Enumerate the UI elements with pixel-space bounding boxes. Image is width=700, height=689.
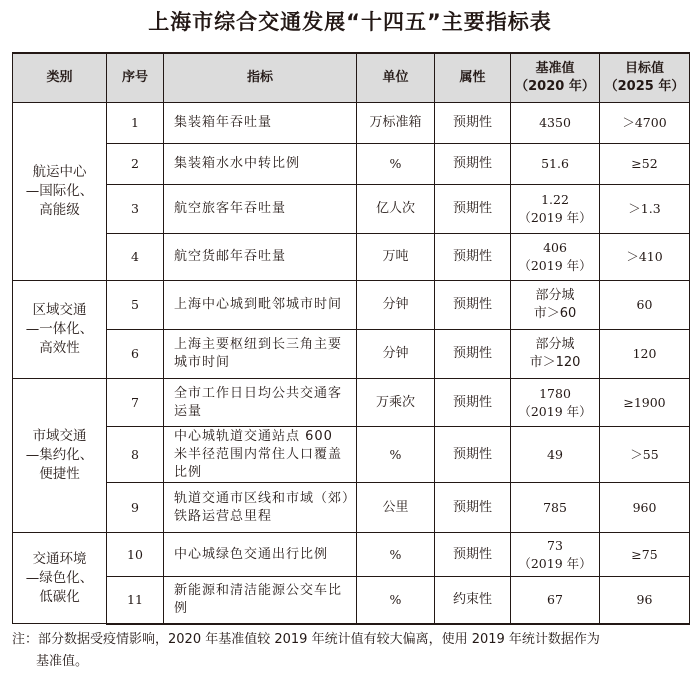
footnote-line1: 注：部分数据受疫情影响，2020 年基准值较 2019 年统计值有较大偏离，使用 2019 年统计数据作为 (12, 632, 600, 647)
header-attribute: 属性 (435, 53, 511, 103)
header-unit: 单位 (357, 53, 435, 103)
baseline-cell (511, 427, 600, 483)
header-baseline-line1: 基准值 (535, 61, 575, 76)
table-row (13, 533, 690, 577)
indicator-cell: 上海中心城到毗邻城市时间 (164, 281, 357, 330)
row-number: 1 (107, 103, 164, 144)
table-row (13, 379, 690, 427)
row-number: 2 (107, 144, 164, 185)
category-line: 低碳化 (39, 588, 80, 605)
baseline-cell (511, 577, 600, 624)
table-row (13, 185, 690, 234)
category-line: —一体化、 (25, 321, 94, 337)
attribute-cell: 预期性 (435, 533, 511, 577)
baseline-value: 1.22 (541, 192, 569, 207)
attribute-cell: 预期性 (435, 185, 511, 234)
footnote (12, 629, 692, 673)
target-cell: ＞410 (600, 234, 690, 281)
indicators-table (12, 52, 690, 625)
indicator-cell: 航空旅客年吞吐量 (164, 185, 357, 234)
table-row (13, 281, 690, 330)
row-number: 5 (107, 281, 164, 330)
category-line: 区域交通 (32, 302, 87, 318)
indicator-cell: 新能源和清洁能源公交车比例 (164, 577, 357, 624)
row-number: 4 (107, 234, 164, 281)
target-cell: 60 (600, 281, 690, 330)
target-cell: 96 (600, 577, 690, 624)
baseline-value: 51.6 (541, 156, 569, 171)
baseline-cell (511, 533, 600, 577)
baseline-value: 73 (547, 537, 563, 553)
category-cell (13, 379, 107, 533)
header-index: 序号 (107, 53, 164, 103)
category-line: 高效性 (39, 340, 80, 356)
table-row (13, 427, 690, 483)
attribute-cell: 约束性 (435, 577, 511, 624)
header-target-line2: （2025 年） (604, 79, 685, 94)
indicator-cell: 中心城绿色交通出行比例 (164, 533, 357, 577)
attribute-cell: 预期性 (435, 379, 511, 427)
baseline-cell (511, 234, 600, 281)
attribute-cell: 预期性 (435, 330, 511, 379)
indicator-cell: 上海主要枢纽到长三角主要城市时间 (164, 330, 357, 379)
indicator-cell: 轨道交通市区线和市域（郊）铁路运营总里程 (164, 483, 357, 533)
row-number: 11 (107, 577, 164, 624)
category-line: —国际化、 (25, 183, 94, 199)
baseline-cell (511, 103, 600, 144)
unit-cell: 分钟 (357, 330, 435, 379)
unit-cell: 万标准箱 (357, 103, 435, 144)
baseline-value: 4350 (539, 115, 571, 130)
attribute-cell: 预期性 (435, 281, 511, 330)
row-number: 8 (107, 427, 164, 483)
table-row (13, 330, 690, 379)
header-baseline-line2: （2020 年） (515, 79, 595, 94)
unit-cell: 分钟 (357, 281, 435, 330)
table-row (13, 103, 690, 144)
baseline-note: （2019 年） (518, 210, 592, 225)
attribute-cell: 预期性 (435, 144, 511, 185)
attribute-cell: 预期性 (435, 103, 511, 144)
baseline-cell (511, 330, 600, 379)
row-number: 10 (107, 533, 164, 577)
target-cell: ＞55 (600, 427, 690, 483)
indicator-cell: 集装箱水水中转比例 (164, 144, 357, 185)
row-number: 7 (107, 379, 164, 427)
indicator-cell: 集装箱年吞吐量 (164, 103, 357, 144)
baseline-note: （2019 年） (518, 258, 592, 273)
unit-cell: 万吨 (357, 234, 435, 281)
category-cell (13, 103, 107, 281)
baseline-cell (511, 144, 600, 185)
attribute-cell: 预期性 (435, 427, 511, 483)
header-baseline (511, 53, 600, 103)
baseline-cell (511, 483, 600, 533)
header-row (13, 53, 690, 103)
attribute-cell: 预期性 (435, 234, 511, 281)
unit-cell: % (357, 533, 435, 577)
indicator-cell: 全市工作日日均公共交通客运量 (164, 379, 357, 427)
category-line: 交通环境 (32, 550, 87, 567)
header-indicator: 指标 (164, 53, 357, 103)
unit-cell: 公里 (357, 483, 435, 533)
header-target-line1: 目标值 (624, 61, 664, 76)
header-target (600, 53, 690, 103)
target-cell: ＞1.3 (600, 185, 690, 234)
baseline-cell (511, 281, 600, 330)
category-cell (13, 533, 107, 624)
table-title: 上海市综合交通发展“十四五”主要指标表 (148, 10, 552, 34)
indicator-cell: 航空货邮年吞吐量 (164, 234, 357, 281)
target-cell: ≥1900 (600, 379, 690, 427)
category-line: 航运中心 (32, 164, 87, 180)
target-cell: ≥52 (600, 144, 690, 185)
unit-cell: % (357, 577, 435, 624)
baseline-value: 部分城 (535, 288, 575, 303)
baseline-value: 部分城 (535, 337, 575, 352)
footnote-line2: 基准值。 (36, 654, 89, 669)
baseline-note: 市＞120 (529, 355, 581, 370)
baseline-value: 406 (543, 240, 567, 255)
baseline-value: 67 (547, 591, 563, 607)
attribute-cell: 预期性 (435, 483, 511, 533)
category-line: 市域交通 (32, 428, 87, 444)
table-row (13, 234, 690, 281)
row-number: 3 (107, 185, 164, 234)
unit-cell: % (357, 144, 435, 185)
unit-cell: 万乘次 (357, 379, 435, 427)
baseline-cell (511, 379, 600, 427)
category-line: 高能级 (39, 202, 80, 218)
category-line: —集约化、 (25, 447, 94, 463)
baseline-value: 785 (543, 499, 567, 515)
row-number: 6 (107, 330, 164, 379)
table-row (13, 483, 690, 533)
row-number: 9 (107, 483, 164, 533)
header-category: 类别 (13, 53, 107, 103)
target-cell: 960 (600, 483, 690, 533)
baseline-value: 49 (547, 446, 563, 462)
target-cell: 120 (600, 330, 690, 379)
category-line: —绿色化、 (25, 569, 94, 586)
baseline-cell (511, 185, 600, 234)
table-row (13, 144, 690, 185)
target-cell: ＞4700 (600, 103, 690, 144)
table-row (13, 577, 690, 624)
indicator-cell: 中心城轨道交通站点 600 米半径范围内常住人口覆盖比例 (164, 427, 357, 483)
baseline-note: （2019 年） (518, 403, 592, 419)
category-cell (13, 281, 107, 379)
baseline-note: 市＞60 (533, 306, 577, 321)
unit-cell: % (357, 427, 435, 483)
baseline-value: 1780 (539, 385, 571, 401)
unit-cell: 亿人次 (357, 185, 435, 234)
baseline-note: （2019 年） (518, 555, 592, 571)
category-line: 便捷性 (39, 466, 80, 482)
target-cell: ≥75 (600, 533, 690, 577)
